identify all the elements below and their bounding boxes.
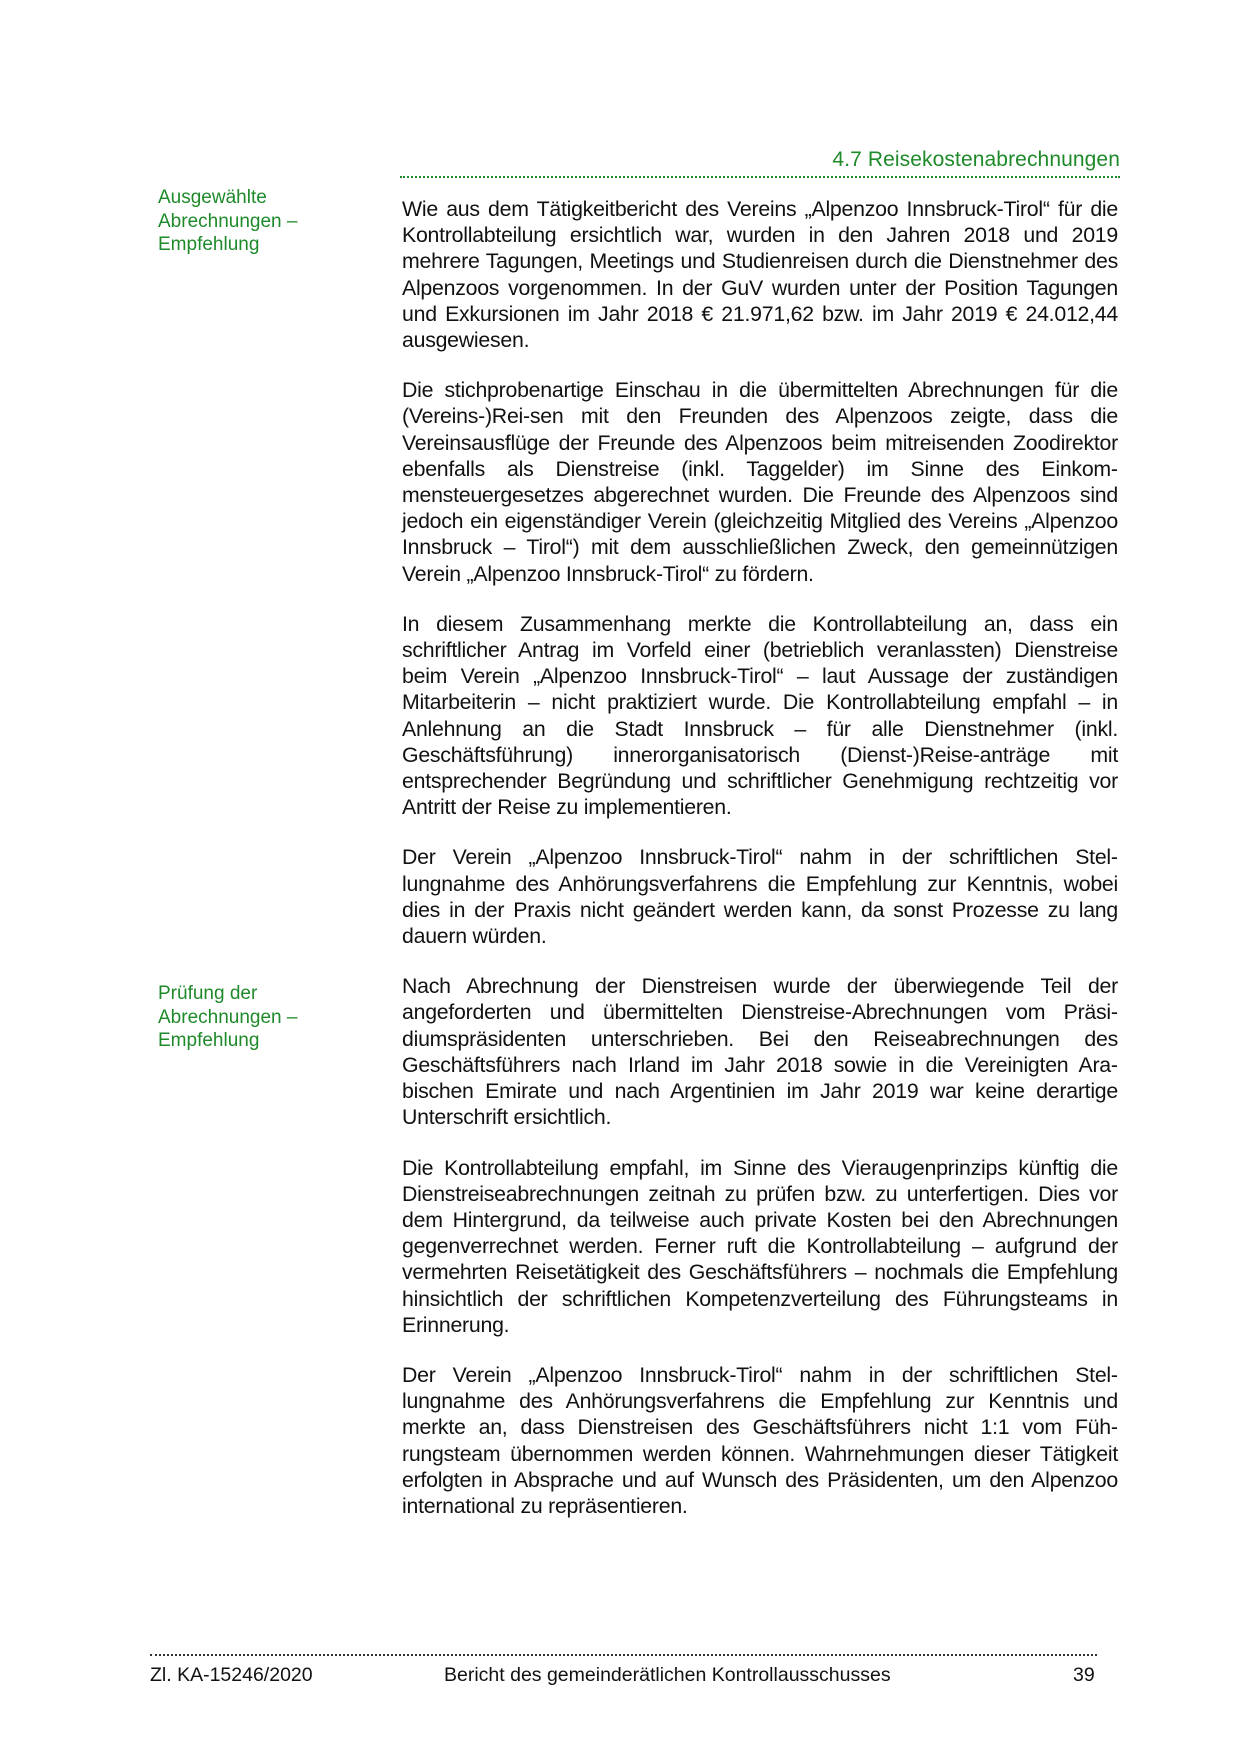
body-text-column — [402, 196, 1118, 1543]
margin-note-review-statements — [158, 982, 388, 1053]
paragraph: Die stichprobenartige Einschau in die übermittelten Abrechnungen für die (Vereins-)Rei-sen mit den Freunden des Alpenzoos zeigte, dass die Vereinsausflüge der Freunde des Alpenzoos beim mitreisenden Zoodirektor ebenfalls als Dienstreise (inkl. Taggelder) im Sinne des Einkommensteuergesetzes abgerechnet wurden. Die Freunde des Alpenzoos sind jedoch ein eigenständiger Verein (gleichzeitig Mitglied des Vereins „Alpenzoo Innsbruck – Tirol“) mit dem ausschließlichen Zweck, den gemeinnützigen Verein „Alpenzoo Innsbruck-Tirol“ zu fördern. — [402, 378, 1118, 586]
header-dotted-rule — [400, 176, 1120, 178]
paragraph: Der Verein „Alpenzoo Innsbruck-Tirol“ nahm in der schriftlichen Stellungnahme des Anhörungsverfahrens die Empfehlung zur Kenntnis und merkte an, dass Dienstreisen des Geschäftsführers nicht 1:1 vom Führungsteam übernommen werden können. Wahrnehmungen dieser Tätigkeit erfolgten in Absprache und auf Wunsch des Präsidenten, um den Alpenzoo international zu repräsentieren. — [402, 1362, 1118, 1518]
margin-note-line: Abrechnungen – — [158, 1006, 298, 1028]
margin-note-line: Prüfung der — [158, 983, 258, 1004]
margin-note-line: Ausgewählte — [158, 187, 267, 208]
page-number: 39 — [1073, 1664, 1095, 1686]
paragraph: Die Kontrollabteilung empfahl, im Sinne des Vieraugenprinzips künftig die Dienstreiseabrechnungen zeitnah zu prüfen bzw. zu unterfertigen. Dies vor dem Hintergrund, da teilweise auch private Kosten bei den Abrechnungen gegenverrechnet werden. Ferner ruft die Kontrollabteilung – aufgrund der vermehrten Reisetätigkeit des Geschäftsführers – nochmals die Empfehlung hinsichtlich der schriftlichen Kompetenzverteilung des Führungsteams in Erinnerung. — [402, 1155, 1118, 1337]
section-title: 4.7 Reisekostenabrechnungen — [832, 148, 1120, 171]
footer-report-title: Bericht des gemeinderätlichen Kontrollausschusses — [444, 1664, 891, 1686]
margin-note-line: Empfehlung — [158, 234, 260, 255]
margin-note-selected-statements — [158, 186, 388, 257]
paragraph: Nach Abrechnung der Dienstreisen wurde der überwiegende Teil der angeforderten und übermittelten Dienstreise-Abrechnungen vom Präsidiumspräsidenten unterschrieben. Bei den Reiseabrechnungen des Geschäftsführers nach Irland im Jahr 2018 sowie in die Vereinigten Arabischen Emirate und nach Argentinien im Jahr 2019 war keine derartige Unterschrift ersichtlich. — [402, 974, 1118, 1130]
margin-note-line: Empfehlung — [158, 1030, 260, 1051]
paragraph: Wie aus dem Tätigkeitbericht des Vereins „Alpenzoo Innsbruck-Tirol“ für die Kontrollabteilung ersichtlich war, wurden in den Jahren 2018 und 2019 mehrere Tagungen, Meetings und Studienreisen durch die Dienstnehmer des Alpenzoos vorgenommen. In der GuV wurden unter der Position Tagungen und Exkursionen im Jahr 2018 € 21.971,62 bzw. im Jahr 2019 € 24.012,44 ausgewiesen. — [402, 197, 1118, 353]
paragraph: In diesem Zusammenhang merkte die Kontrollabteilung an, dass ein schriftlicher Antrag im Vorfeld einer (betrieblich veranlassten) Dienstreise beim Verein „Alpenzoo Innsbruck-Tirol“ – laut Aussage der zuständigen Mitarbeiterin – nicht praktiziert wurde. Die Kontrollabteilung empfahl – in Anlehnung an die Stadt Innsbruck – für alle Dienstnehmer (inkl. Geschäftsführung) innerorganisatorisch (Dienst-)Reise-anträge mit entsprechender Begründung und schriftlicher Genehmigung rechtzeitig vor Antritt der Reise zu implementieren. — [402, 611, 1118, 820]
footer-dotted-rule — [150, 1654, 1097, 1656]
paragraph: Der Verein „Alpenzoo Innsbruck-Tirol“ nahm in der schriftlichen Stellungnahme des Anhörungsverfahrens die Empfehlung zur Kenntnis, wobei dies in der Praxis nicht geändert werden kann, da sonst Prozesse zu lang dauern würden. — [402, 845, 1118, 949]
margin-note-line: Abrechnungen – — [158, 210, 298, 232]
footer-reference: Zl. KA-15246/2020 — [150, 1664, 313, 1686]
